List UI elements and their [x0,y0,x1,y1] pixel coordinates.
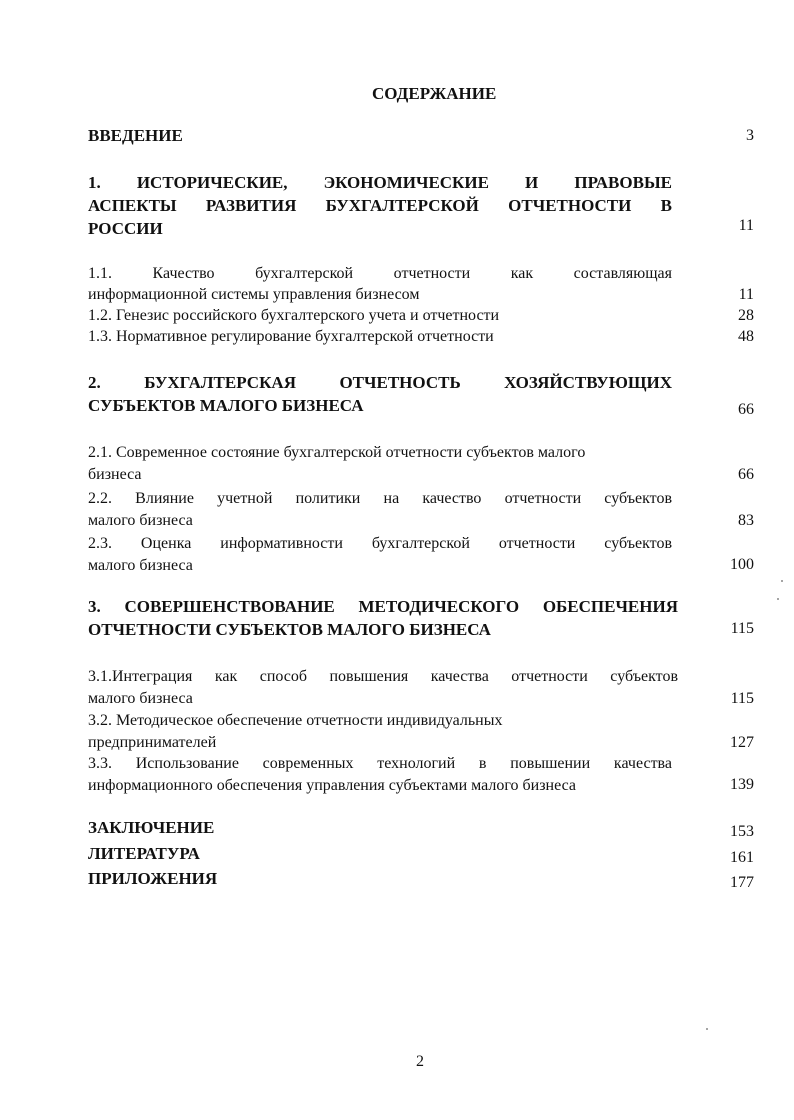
toc-section-2-3-line-1[interactable]: 2.3. Оценка информативности бухгалтерской отчетности субъектов [88,535,672,552]
toc-chapter-3-line-1[interactable]: 3. СОВЕРШЕНСТВОВАНИЕ МЕТОДИЧЕСКОГО ОБЕСПЕЧЕНИЯ [88,597,678,616]
toc-section-2-2-line-2[interactable]: малого бизнеса [88,512,193,529]
toc-section-3-3-page: 139 [730,776,754,793]
toc-section-3-3-line-2[interactable]: информационного обеспечения управления субъектами малого бизнеса [88,777,577,794]
toc-section-1-1-page: 11 [738,286,754,303]
toc-chapter-1-line-3[interactable]: РОССИИ [88,219,163,238]
toc-literature-page: 161 [730,849,754,866]
toc-intro-label[interactable]: ВВЕДЕНИЕ [88,126,183,145]
toc-chapter-3-line-2[interactable]: ОТЧЕТНОСТИ СУБЪЕКТОВ МАЛОГО БИЗНЕСА [88,620,491,639]
toc-section-2-1-page: 66 [738,466,754,483]
toc-conclusion-label[interactable]: ЗАКЛЮЧЕНИЕ [88,818,215,837]
toc-section-2-2-page: 83 [738,512,754,529]
toc-section-3-1-page: 115 [730,690,754,707]
toc-section-1-1-line-2[interactable]: информационной системы управления бизнесом [88,286,420,303]
toc-chapter-2-line-2[interactable]: СУБЪЕКТОВ МАЛОГО БИЗНЕСА [88,396,364,415]
toc-chapter-2-line-1[interactable]: 2. БУХГАЛТЕРСКАЯ ОТЧЕТНОСТЬ ХОЗЯЙСТВУЮЩИХ [88,373,672,392]
toc-intro-page: 3 [746,127,754,144]
toc-chapter-2-page: 66 [738,401,754,418]
toc-section-2-3-page: 100 [730,556,754,573]
toc-chapter-1-line-2[interactable]: АСПЕКТЫ РАЗВИТИЯ БУХГАЛТЕРСКОЙ ОТЧЕТНОСТИ В [88,196,672,215]
scan-speck [706,1028,708,1030]
toc-section-3-2-line-2[interactable]: предпринимателей [88,734,217,751]
toc-appendices-page: 177 [730,874,754,891]
toc-section-1-2-page: 28 [738,307,754,324]
toc-appendices-label[interactable]: ПРИЛОЖЕНИЯ [88,869,218,888]
scan-speck [781,580,783,582]
toc-section-1-2[interactable]: 1.2. Генезис российского бухгалтерского учета и отчетности [88,307,500,324]
toc-section-2-1-line-2[interactable]: бизнеса [88,466,142,483]
scan-speck [777,598,779,600]
toc-section-3-2-line-1[interactable]: 3.2. Методическое обеспечение отчетности индивидуальных [88,712,503,729]
toc-conclusion-page: 153 [730,823,754,840]
toc-section-3-2-page: 127 [730,734,754,751]
toc-chapter-1-page: 11 [738,217,754,234]
toc-section-2-3-line-2[interactable]: малого бизнеса [88,557,193,574]
toc-section-3-1-line-1[interactable]: 3.1.Интеграция как способ повышения качества отчетности субъектов [88,668,678,685]
toc-section-1-3[interactable]: 1.3. Нормативное регулирование бухгалтерской отчетности [88,328,494,345]
toc-section-1-3-page: 48 [738,328,754,345]
toc-section-3-1-line-2[interactable]: малого бизнеса [88,690,193,707]
toc-section-2-1-line-1[interactable]: 2.1. Современное состояние бухгалтерской отчетности субъектов малого [88,444,586,461]
toc-literature-label[interactable]: ЛИТЕРАТУРА [88,844,200,863]
page-title: СОДЕРЖАНИЕ [372,84,497,103]
toc-section-3-3-line-1[interactable]: 3.3. Использование современных технологий в повышении качества [88,755,672,772]
toc-section-1-1-line-1[interactable]: 1.1. Качество бухгалтерской отчетности как составляющая [88,265,672,282]
toc-section-2-2-line-1[interactable]: 2.2. Влияние учетной политики на качество отчетности субъектов [88,490,672,507]
toc-chapter-1-line-1[interactable]: 1. ИСТОРИЧЕСКИЕ, ЭКОНОМИЧЕСКИЕ И ПРАВОВЫЕ [88,173,672,192]
page-number: 2 [416,1053,424,1070]
toc-chapter-3-page: 115 [730,620,754,637]
